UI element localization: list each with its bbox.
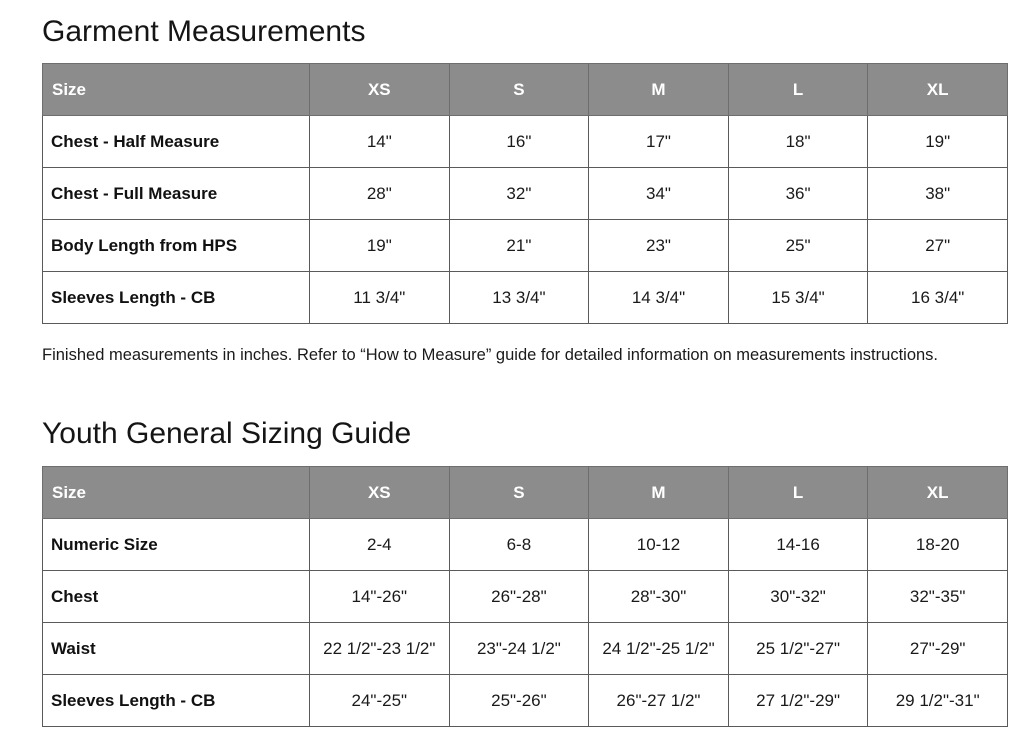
table-cell: 28" [310, 168, 450, 220]
table-cell: 38" [868, 168, 1008, 220]
table-row [43, 571, 1008, 623]
table-row [43, 519, 1008, 571]
table-cell: 14-16 [728, 519, 868, 571]
table-cell: 26"-28" [449, 571, 589, 623]
table-cell: 14 3/4" [589, 272, 729, 324]
row-label: Chest - Full Measure [43, 168, 310, 220]
header-cell: S [449, 467, 589, 519]
table-cell: 25"-26" [449, 675, 589, 727]
header-cell: Size [43, 467, 310, 519]
header-cell: Size [43, 64, 310, 116]
row-label: Sleeves Length - CB [43, 272, 310, 324]
youth-sizing-title: Youth General Sizing Guide [42, 417, 412, 450]
table-cell: 24"-25" [310, 675, 450, 727]
table-header-row [43, 64, 1008, 116]
table-cell: 15 3/4" [728, 272, 868, 324]
table-cell: 23" [589, 220, 729, 272]
table-row [43, 116, 1008, 168]
row-label: Chest - Half Measure [43, 116, 310, 168]
measurement-note: Finished measurements in inches. Refer to “How to Measure” guide for detailed information on measurements instructions. [42, 346, 939, 364]
table-cell: 25" [728, 220, 868, 272]
row-label: Sleeves Length - CB [43, 675, 310, 727]
table-cell: 26"-27 1/2" [589, 675, 729, 727]
table-cell: 14"-26" [310, 571, 450, 623]
row-label: Numeric Size [43, 519, 310, 571]
table-cell: 14" [310, 116, 450, 168]
table-row [43, 220, 1008, 272]
table-cell: 2-4 [310, 519, 450, 571]
table-header-row [43, 467, 1008, 519]
header-cell: L [728, 64, 868, 116]
table-cell: 25 1/2"-27" [728, 623, 868, 675]
table-cell: 27 1/2"-29" [728, 675, 868, 727]
table-cell: 30"-32" [728, 571, 868, 623]
table-cell: 16" [449, 116, 589, 168]
header-cell: M [589, 467, 729, 519]
table-row [43, 623, 1008, 675]
table-cell: 21" [449, 220, 589, 272]
table-cell: 18-20 [868, 519, 1008, 571]
table-cell: 22 1/2"-23 1/2" [310, 623, 450, 675]
header-cell: XS [310, 467, 450, 519]
table-cell: 19" [310, 220, 450, 272]
garment-measurements-table [42, 63, 1008, 324]
header-cell: M [589, 64, 729, 116]
table-row [43, 675, 1008, 727]
table-cell: 27" [868, 220, 1008, 272]
table-cell: 29 1/2"-31" [868, 675, 1008, 727]
table-cell: 32"-35" [868, 571, 1008, 623]
table-cell: 36" [728, 168, 868, 220]
header-cell: L [728, 467, 868, 519]
table-cell: 18" [728, 116, 868, 168]
table-cell: 32" [449, 168, 589, 220]
header-cell: XS [310, 64, 450, 116]
table-cell: 27"-29" [868, 623, 1008, 675]
header-cell: XL [868, 64, 1008, 116]
table-cell: 13 3/4" [449, 272, 589, 324]
table-cell: 16 3/4" [868, 272, 1008, 324]
table-row [43, 272, 1008, 324]
table-cell: 10-12 [589, 519, 729, 571]
row-label: Waist [43, 623, 310, 675]
header-cell: S [449, 64, 589, 116]
row-label: Body Length from HPS [43, 220, 310, 272]
youth-sizing-table [42, 466, 1008, 727]
table-cell: 6-8 [449, 519, 589, 571]
table-cell: 23"-24 1/2" [449, 623, 589, 675]
table-cell: 28"-30" [589, 571, 729, 623]
row-label: Chest [43, 571, 310, 623]
table-cell: 17" [589, 116, 729, 168]
header-cell: XL [868, 467, 1008, 519]
table-cell: 34" [589, 168, 729, 220]
table-cell: 24 1/2"-25 1/2" [589, 623, 729, 675]
table-row [43, 168, 1008, 220]
table-cell: 11 3/4" [310, 272, 450, 324]
garment-measurements-title: Garment Measurements [42, 15, 366, 48]
table-cell: 19" [868, 116, 1008, 168]
